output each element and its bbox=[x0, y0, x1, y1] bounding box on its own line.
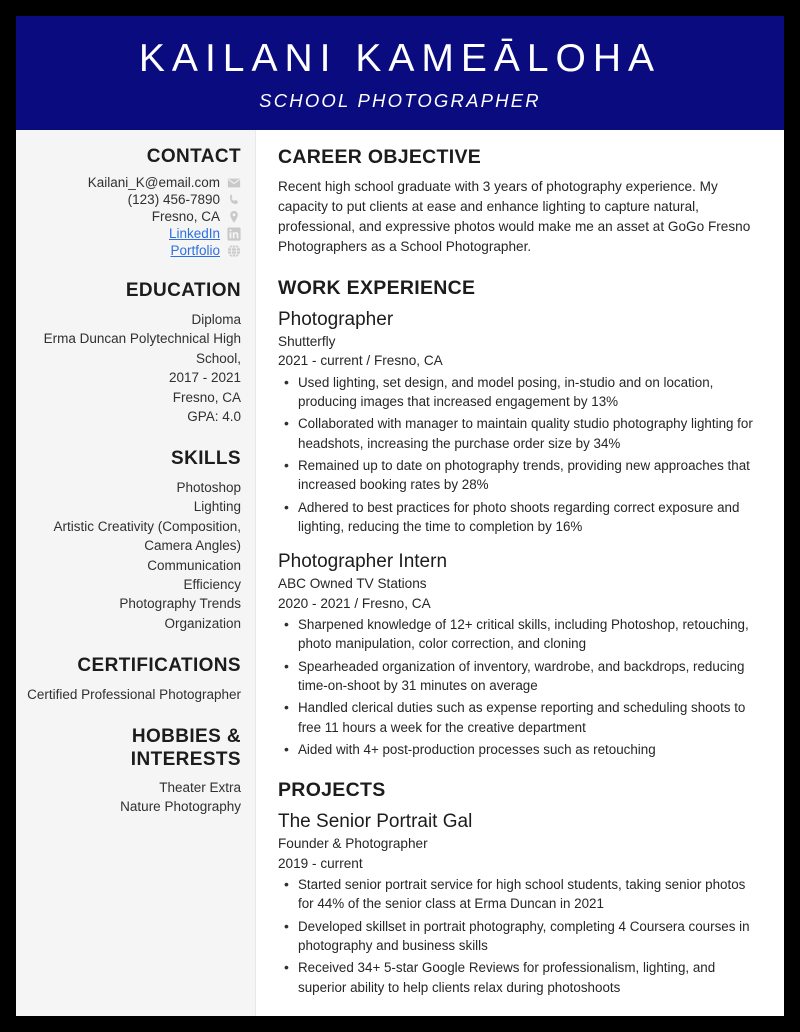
education-line: GPA: 4.0 bbox=[187, 409, 241, 424]
job-title: Photographer Intern bbox=[278, 551, 448, 573]
hobby-item: Theater Extra bbox=[159, 780, 241, 795]
contact-section bbox=[26, 146, 241, 258]
career-objective-heading: CAREER OBJECTIVE bbox=[278, 146, 482, 168]
projects-section bbox=[278, 779, 762, 997]
skill-item: Efficiency bbox=[183, 577, 241, 593]
resume-page bbox=[16, 16, 784, 1016]
education-heading: EDUCATION bbox=[125, 280, 241, 302]
job-bullet: • Used lighting, set design, and model posing, in-studio and on location, producing images that increased engagement by 13% bbox=[278, 373, 762, 412]
job-bullet: • Aided with 4+ post-production processes such as retouching bbox=[278, 740, 762, 759]
main-column bbox=[256, 130, 784, 1016]
job-organization: ABC Owned TV Stations bbox=[278, 576, 427, 592]
contact-email-text: Kailani_K@email.com bbox=[87, 175, 220, 191]
phone-icon bbox=[227, 193, 241, 207]
project-bullet: • Started senior portrait service for high school students, taking senior photos for 44% of the senior class at Erma Duncan in 2021 bbox=[278, 875, 762, 914]
career-objective-text: Recent high school graduate with 3 years of photography experience. My capacity to put clients at ease and enhance lighting to capture natural, professional, and expressive photos would make me an asset at GoGo Fresno Photographers as a School Photographer. bbox=[278, 179, 751, 254]
work-experience-heading: WORK EXPERIENCE bbox=[278, 276, 476, 299]
contact-item-location bbox=[26, 209, 241, 224]
job-dates-location: 2021 - current / Fresno, CA bbox=[278, 353, 443, 369]
contact-item-phone bbox=[26, 192, 241, 207]
certifications-heading: CERTIFICATIONS bbox=[77, 655, 241, 677]
linkedin-icon[interactable] bbox=[227, 227, 241, 241]
education-line: Erma Duncan Polytechnical High School, bbox=[43, 331, 241, 366]
job-title: Photographer bbox=[278, 308, 394, 330]
skill-item: Artistic Creativity (Composition, Camera Angles) bbox=[53, 518, 241, 554]
skill-item: Communication bbox=[147, 557, 241, 573]
education-section bbox=[26, 280, 241, 426]
resume-body bbox=[16, 130, 784, 1016]
job-bullet: • Collaborated with manager to maintain quality studio photography lighting for headshots, increasing the purchase order size by 34% bbox=[278, 414, 762, 453]
globe-icon[interactable] bbox=[227, 244, 241, 258]
hobbies-heading: HOBBIES & INTERESTS bbox=[130, 726, 241, 770]
career-objective-section bbox=[278, 146, 762, 257]
education-line: 2017 - 2021 bbox=[168, 370, 241, 386]
location-pin-icon bbox=[227, 210, 241, 224]
portfolio-link[interactable]: Portfolio bbox=[170, 243, 220, 259]
contact-heading: CONTACT bbox=[146, 146, 241, 167]
work-experience-entry bbox=[278, 308, 762, 536]
project-dates: 2019 - current bbox=[278, 855, 363, 871]
certifications-section bbox=[26, 655, 241, 704]
skill-item: Lighting bbox=[193, 499, 241, 515]
header-subtitle: SCHOOL PHOTOGRAPHER bbox=[259, 89, 541, 111]
work-experience-section bbox=[278, 277, 762, 759]
projects-heading: PROJECTS bbox=[278, 779, 386, 802]
contact-item-portfolio[interactable] bbox=[26, 243, 241, 258]
envelope-icon bbox=[227, 176, 241, 190]
project-bullet: • Received 34+ 5-star Google Reviews for professionalism, lighting, and superior ability to help clients relax during photoshoots bbox=[278, 958, 762, 997]
skills-heading: SKILLS bbox=[171, 448, 241, 470]
job-bullet: • Handled clerical duties such as expense reporting and scheduling shoots to free 11 hours a week for the creative department bbox=[278, 698, 762, 737]
project-bullet: • Developed skillset in portrait photography, completing 4 Coursera courses in photography and business skills bbox=[278, 917, 762, 956]
education-line: Diploma bbox=[191, 311, 241, 327]
project-title: The Senior Portrait Gal bbox=[278, 811, 473, 833]
job-bullet: • Adhered to best practices for photo shoots regarding correct exposure and lighting, reducing the time to completion by 16% bbox=[278, 498, 762, 537]
project-bullet-list bbox=[278, 875, 762, 997]
contact-phone-text: (123) 456-7890 bbox=[127, 192, 220, 208]
work-experience-entry bbox=[278, 550, 762, 759]
job-bullet-list bbox=[278, 615, 762, 759]
sidebar bbox=[16, 130, 256, 1016]
job-bullet: • Sharpened knowledge of 12+ critical skills, including Photoshop, retouching, photo manipulation, color correction, and cloning bbox=[278, 615, 762, 654]
job-dates-location: 2020 - 2021 / Fresno, CA bbox=[278, 595, 431, 611]
project-entry bbox=[278, 810, 762, 997]
hobbies-section bbox=[26, 726, 241, 817]
job-bullet: • Spearheaded organization of inventory, wardrobe, and backdrops, reducing time-on-shoot by 31 minutes on average bbox=[278, 657, 762, 696]
certification-item: Certified Professional Photographer bbox=[27, 686, 241, 702]
skills-section bbox=[26, 448, 241, 633]
resume-header bbox=[16, 16, 784, 130]
linkedin-link[interactable]: LinkedIn bbox=[168, 226, 220, 242]
skill-item: Organization bbox=[164, 615, 241, 631]
contact-item-linkedin[interactable] bbox=[26, 226, 241, 241]
job-bullet: • Remained up to date on photography trends, providing new approaches that increased booking rates by 28% bbox=[278, 456, 762, 495]
contact-location-text: Fresno, CA bbox=[151, 209, 220, 225]
job-bullet-list bbox=[278, 373, 762, 536]
project-role: Founder & Photographer bbox=[278, 836, 428, 852]
education-line: Fresno, CA bbox=[172, 389, 241, 405]
skill-item: Photography Trends bbox=[119, 596, 241, 612]
contact-item-email bbox=[26, 175, 241, 190]
hobby-item: Nature Photography bbox=[120, 799, 241, 815]
page-title: KAILANI KAMEĀLOHA bbox=[138, 37, 662, 80]
job-organization: Shutterfly bbox=[278, 334, 336, 350]
skill-item: Photoshop bbox=[176, 479, 241, 495]
